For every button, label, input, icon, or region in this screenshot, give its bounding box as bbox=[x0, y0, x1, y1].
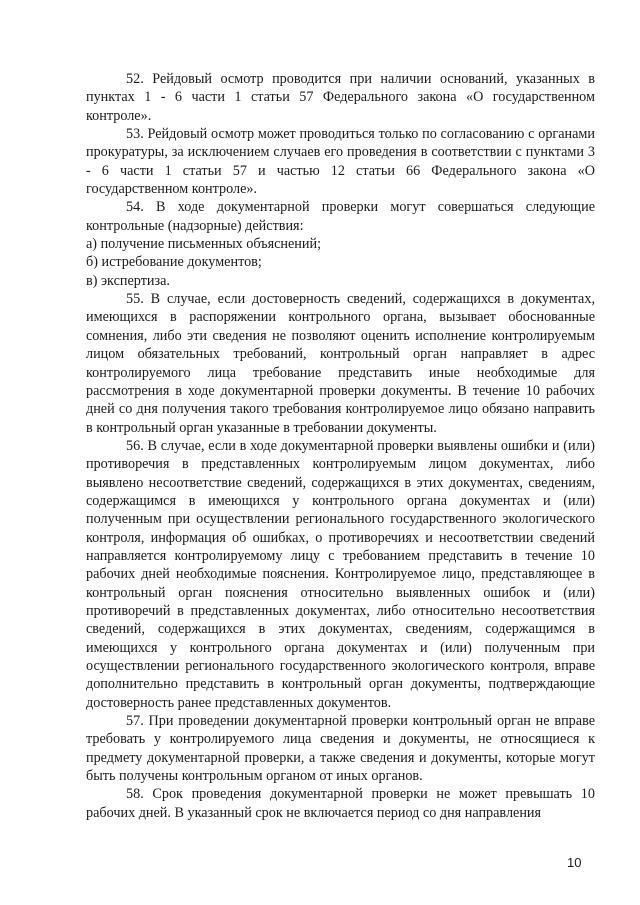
paragraph-58: 58. Срок проведения документарной проверки не может превышать 10 рабочих дней. В указанный срок не включается период со дня направления bbox=[86, 786, 595, 821]
paragraph-53: 53. Рейдовый осмотр может проводиться только по согласованию с органами прокуратуры, за исключением случаев его проведения в соответствии с пунктами 3 - 6 части 1 статьи 57 и частью 12 статьи 66 Федерального закона «О государственном контроле». bbox=[86, 126, 595, 198]
list-item-a: а) получение письменных объяснений; bbox=[86, 236, 322, 253]
paragraph-55: 55. В случае, если достоверность сведений, содержащихся в документах, имеющихся в распоряжении контрольного органа, вызывает обоснованные сомнения, либо эти сведения не позволяют оценить исполнение контролируемым лицом обязательных требований, контрольный орган направляет в адрес контролируемого лица требование представить иные необходимые для рассмотрения в ходе документарной проверки документы. В течение 10 рабочих дней со дня получения такого требования контролируемое лицо обязано направить в контрольный орган указанные в требовании документы. bbox=[86, 291, 595, 436]
list-item-c: в) экспертиза. bbox=[86, 272, 170, 289]
paragraph-57: 57. При проведении документарной проверки контрольный орган не вправе требовать у контролируемого лица сведения и документы, не относящиеся к предмету документарной проверки, а также сведения и документы, которые могут быть получены контрольным органом от иных органов. bbox=[86, 713, 595, 785]
paragraph-54: 54. В ходе документарной проверки могут совершаться следующие контрольные (надзорные) действия: bbox=[86, 199, 595, 234]
paragraph-56: 56. В случае, если в ходе документарной проверки выявлены ошибки и (или) противоречия в представленных контролируемым лицом документах, либо выявлено несоответствие сведений, содержащихся в этих документах, сведениям, содержащимся в имеющихся у контрольного органа документах и (или) полученным при осуществлении регионального государственного экологического контроля, информация об ошибках, о противоречиях и несоответствии сведений направляется контролируемому лицу с требованием представить в течение 10 рабочих дней необходимые пояснения. Контролируемое лицо, представляющее в контрольный орган пояснения относительно выявленных ошибок и (или) противоречий в представленных документах, либо относительно несоответствия сведений, содержащихся в этих документах, сведениям, содержащимся в имеющихся у контрольного органа документах и (или) полученным при осуществлении регионального государственного экологического контроля, вправе дополнительно представить в контрольный орган документы, подтверждающие достоверность ранее представленных документов. bbox=[86, 437, 595, 711]
document-body bbox=[86, 70, 595, 822]
list-item-b: б) истребование документов; bbox=[86, 254, 262, 271]
page-number: 10 bbox=[567, 855, 582, 870]
paragraph-52: 52. Рейдовый осмотр проводится при наличии оснований, указанных в пунктах 1 - 6 части 1 статьи 57 Федерального закона «О государственном контроле». bbox=[86, 71, 595, 124]
